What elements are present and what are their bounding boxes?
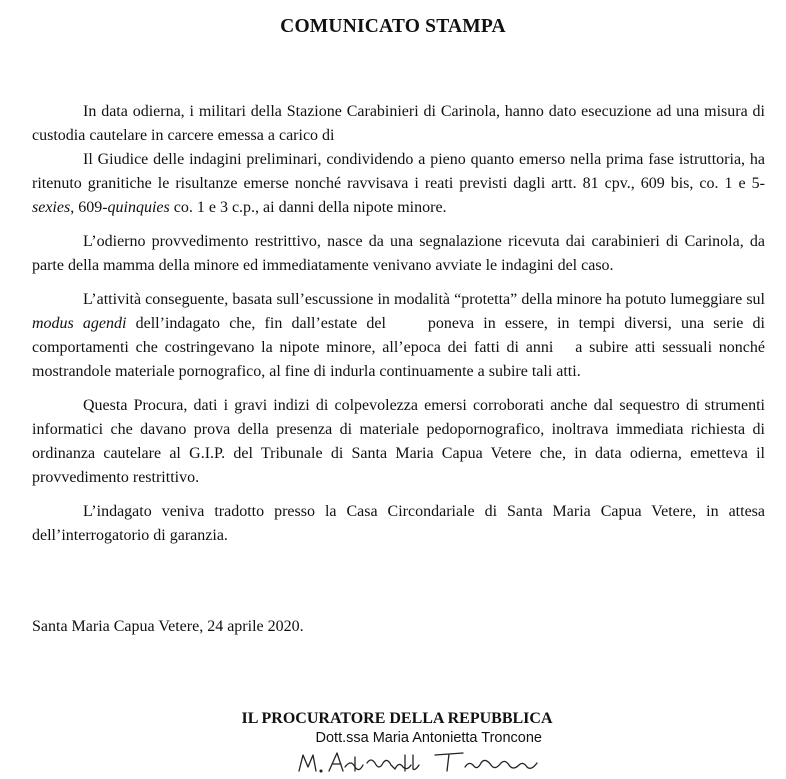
- paragraph-provvedimento: L’odierno provvedimento restrittivo, nasce da una segnalazione ricevuta dai carabinieri di Carinola, da parte della mamma della minore ed immediatamente venivano avviate le indagini del caso.: [32, 233, 765, 274]
- signatory-title: IL PROCURATORE DELLA REPUBBLICA: [241, 710, 553, 727]
- press-release-body: [32, 100, 765, 558]
- signatory-name: Dott.ssa Maria Antonietta Troncone: [315, 730, 542, 746]
- place-and-date: Santa Maria Capua Vetere, 24 aprile 2020.: [32, 618, 304, 635]
- handwritten-signature: [295, 745, 545, 777]
- document-title: COMUNICATO STAMPA: [280, 16, 506, 37]
- paragraph-gip: Il Giudice delle indagini preliminari, condividendo a pieno quanto emerso nella prima fase istruttoria, ha ritenuto granitiche le risultanze emerse nonché ravvisava i reati previsti dagli artt. 81 cpv., 609 bis, co. 1 e 5-sexies, 609-quinquies co. 1 e 3 c.p., ai danni della nipote minore.: [32, 151, 765, 216]
- paragraph-procura: Questa Procura, dati i gravi indizi di colpevolezza emersi corroborati anche dal sequestro di strumenti informatici che davano prova della presenza di materiale pedopornografico, inoltrava immediata richiesta di ordinanza cautelare al G.I.P. del Tribunale di Santa Maria Capua Vetere che, in data odierna, emetteva il provvedimento restrittivo.: [32, 397, 765, 486]
- paragraph-attivita: L’attività conseguente, basata sull’escussione in modalità “protetta” della minore ha potuto lumeggiare sul modus agendi dell’indagato che, fin dall’estate del poneva in essere, in tempi diversi, una serie di comportamenti che costringevano la nipote minore, all’epoca dei fatti di anni a subire atti sessuali nonché mostrandole materiale pornografico, al fine di indurla continuamente a subire tali atti.: [32, 291, 765, 380]
- signature-block: [232, 709, 562, 747]
- paragraph-intro: In data odierna, i militari della Stazione Carabinieri di Carinola, hanno dato esecuzione ad una misura di custodia cautelare in carcere emessa a carico di: [32, 103, 765, 144]
- paragraph-indagato: L’indagato veniva tradotto presso la Casa Circondariale di Santa Maria Capua Vetere, in attesa dell’interrogatorio di garanzia.: [32, 503, 765, 544]
